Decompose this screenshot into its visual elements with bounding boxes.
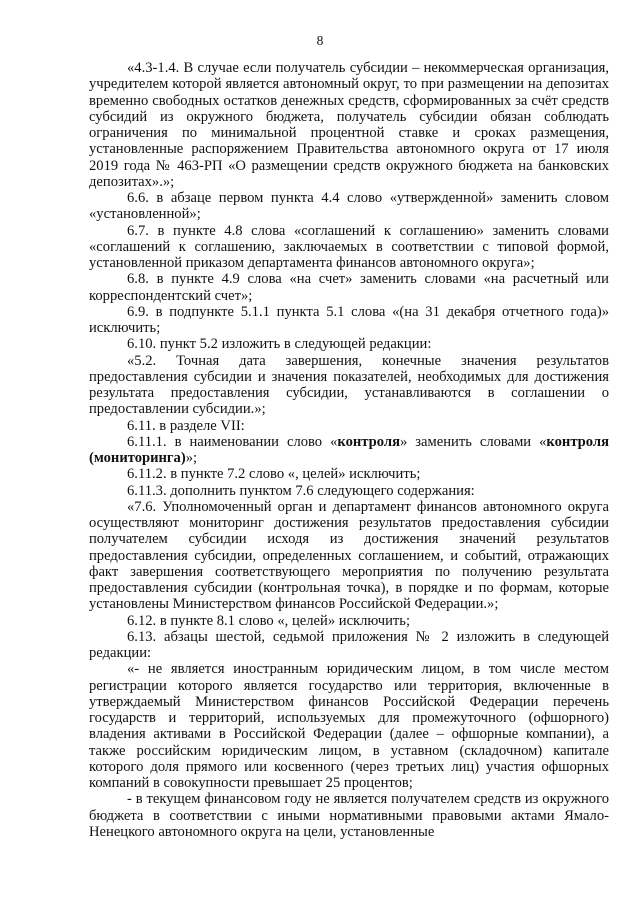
text-run: 6.13. абзацы шестой, седьмой приложения № 2 изложить в следующей редакции: [89, 628, 609, 661]
text-run: 6.11. в разделе VII: [127, 417, 245, 434]
paragraph-p9 [89, 434, 609, 467]
text-run: «7.6. Уполномоченный орган и департамент финансов автономного округа осуществляют мониторинг достижения результатов предоставления субсидии получателем субсидии исходя из достижения значений результатов предоставления субсидии, определенных соглашением, и событий, отражающих факт завершения соответствующего мероприятия по получению результата предоставления субсидии (контрольная точка), в порядке и по формам, которые установлены Министерством финансов Российской Федерации.»; [89, 498, 609, 613]
text-run: «- не является иностранным юридическим лицом, в том числе местом регистрации которого является государство или территория, включенные в утверждаемый Министерством финансов Российской Федерации перечень государств и территорий, используемых для промежуточного (офшорного) владения активами в Российской Федерации (далее – офшорные компании), а также российским юридическим лицом, в уставном (складочном) капитале которого доля прямого или косвенного (через третьих лиц) участия офшорных компаний в совокупности превышает 25 процентов; [89, 661, 609, 791]
paragraph-p2 [89, 190, 609, 223]
text-run: «5.2. Точная дата завершения, конечные значения результатов предоставления субсидии и значения показателей, необходимых для достижения результата предоставления субсидии, устанавливаются в соглашении о предоставлении субсидии.»; [89, 352, 609, 418]
text-run: «4.3-1.4. В случае если получатель субсидии – некоммерческая организация, учредителем которой является автономный округ, то при размещении на депозитах временно свободных остатков денежных средств, сформированных за счёт средств субсидий из окружного бюджета, получатель субсидии обязан соблюдать ограничения по минимальной процентной ставке и сроках размещения, установленные распоряжением Правительства автономного округа от 17 июля 2019 года № 463-РП «О размещении средств окружного бюджета на банковских депозитах».»; [89, 60, 609, 190]
text-run: 6.9. в подпункте 5.1.1 пункта 5.1 слова «(на 31 декабря отчетного года)» исключить; [89, 303, 609, 336]
paragraph-p7 [89, 353, 609, 418]
paragraph-p5 [89, 304, 609, 337]
paragraph-p13 [89, 613, 609, 629]
text-run: 6.6. в абзаце первом пункта 4.4 слово «утвержденной» заменить словом «установленной»; [89, 190, 609, 223]
text-run: 6.12. в пункте 8.1 слово «, целей» исключить; [127, 612, 411, 629]
page-number: 8 [316, 33, 324, 48]
text-run: 6.7. в пункте 4.8 слова «соглашений к соглашению» заменить словами «соглашений к соглашению, заключаемых в соответствии с типовой формой, установленной приказом департамента финансов автономного округа»; [89, 222, 609, 271]
text-run: 6.8. в пункте 4.9 слова «на счет» заменить словами «на расчетный или корреспондентский счет»; [89, 271, 609, 304]
text-run: 6.11.2. в пункте 7.2 слово «, целей» исключить; [127, 466, 421, 483]
paragraph-p15 [89, 661, 609, 791]
paragraph-p6 [89, 336, 609, 352]
paragraph-p16 [89, 791, 609, 840]
paragraph-p11 [89, 483, 609, 499]
text-run: - в текущем финансовом году не является получателем средств из окружного бюджета в соответствии с иными нормативными правовыми актами Ямало-Ненецкого автономного округа на цели, установленные [89, 791, 609, 840]
paragraph-p10 [89, 466, 609, 482]
paragraph-p1 [89, 60, 609, 190]
paragraph-p4 [89, 271, 609, 304]
document-body [89, 60, 609, 840]
bold-text: контроля [337, 433, 400, 450]
text-run: 6.11.1. в наименовании слово « [127, 433, 338, 450]
paragraph-p12 [89, 499, 609, 613]
text-run: 6.11.3. дополнить пунктом 7.6 следующего содержания: [127, 482, 475, 499]
paragraph-p8 [89, 418, 609, 434]
text-run: 6.10. пункт 5.2 изложить в следующей редакции: [127, 336, 432, 353]
bold-text: контроля (мониторинга) [89, 433, 609, 466]
paragraph-p3 [89, 223, 609, 272]
text-run: » заменить словами « [399, 433, 547, 450]
paragraph-p14 [89, 629, 609, 662]
text-run: »; [185, 450, 198, 466]
